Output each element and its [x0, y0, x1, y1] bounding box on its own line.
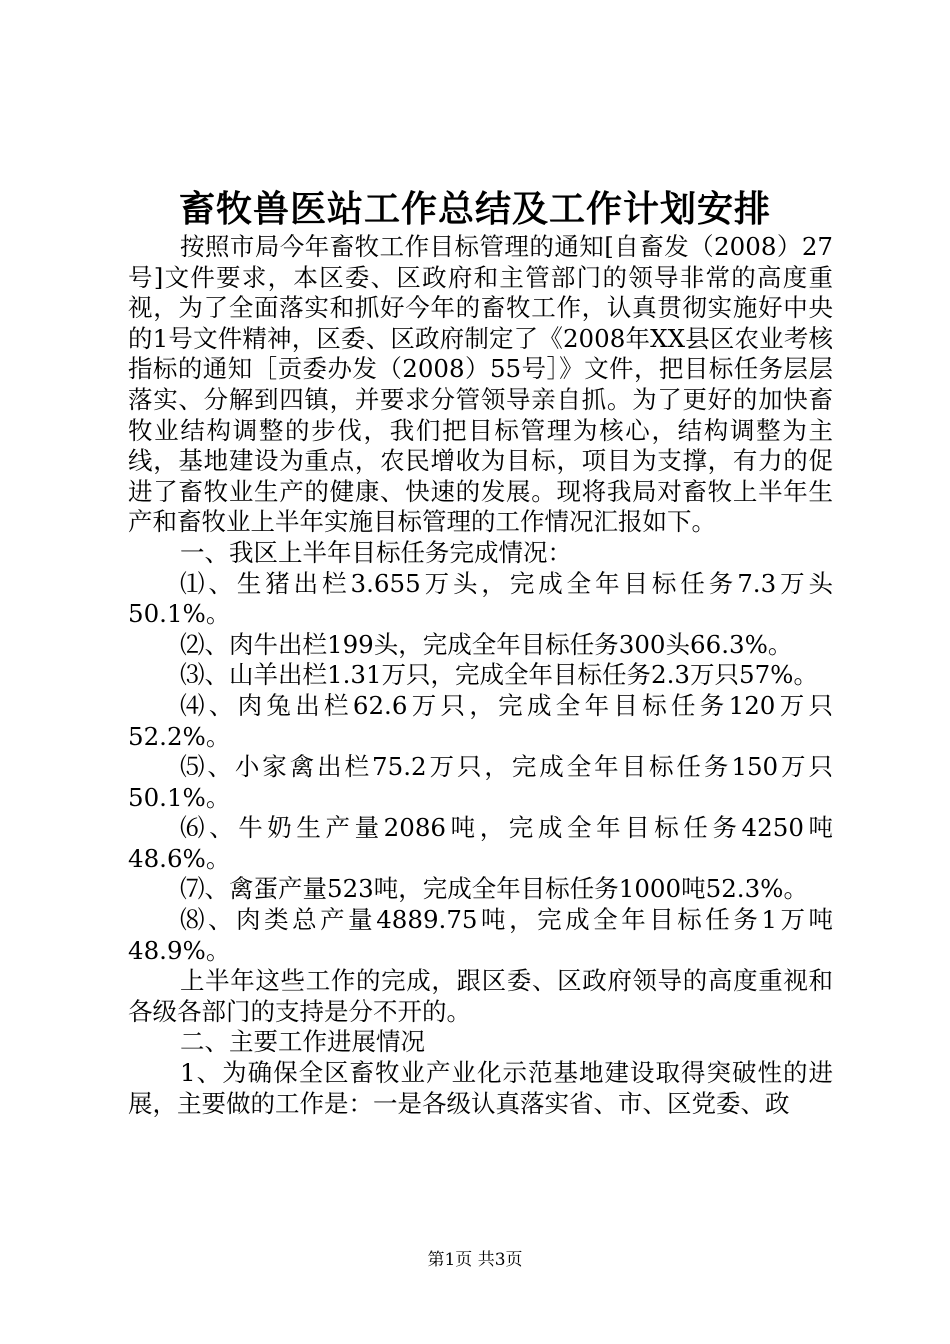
list-item: ⑷、肉兔出栏62.6万只，完成全年目标任务120万只52.2%。: [128, 690, 833, 751]
section-heading-2: 二、主要工作进展情况: [180, 1027, 425, 1057]
body-paragraph: 1、为确保全区畜牧业产业化示范基地建设取得突破性的进展，主要做的工作是：一是各级认真落实省、市、区党委、政: [128, 1058, 833, 1118]
list-item: ⑸、小家禽出栏75.2万只，完成全年目标任务150万只50.1%。: [128, 752, 833, 812]
document-title: 畜牧兽医站工作总结及工作计划安排: [178, 188, 771, 230]
intro-paragraph: 按照市局今年畜牧工作目标管理的通知[自畜发（2008）27号]文件要求，本区委、区政府和主管部门的领导非常的高度重视，为了全面落实和抓好今年的畜牧工作，认真贯彻实施好中央的1号文件精神，区委、区政府制定了《2008年XX县区农业考核指标的通知［贡委办发（2008）55号］》文件，把目标任务层层落实、分解到四镇，并要求分管领导亲自抓。为了更好的加快畜牧业结构调整的步伐，我们把目标管理为核心，结构调整为主线，基地建设为重点，农民增收为目标，项目为支撑，有力的促进了畜牧业生产的健康、快速的发展。现将我局对畜牧上半年生产和畜牧业上半年实施目标管理的工作情况汇报如下。: [128, 232, 833, 537]
list-item: ⑵、肉牛出栏199头，完成全年目标任务300头66.3%。: [180, 629, 793, 659]
summary-paragraph: 上半年这些工作的完成，跟区委、区政府领导的高度重视和各级各部门的支持是分不开的。: [128, 966, 833, 1026]
document-body: [128, 232, 833, 1119]
list-item: ⑻、肉类总产量4889.75吨，完成全年目标任务1万吨48.9%。: [128, 905, 833, 965]
list-item: ⑴、生猪出栏3.655万头，完成全年目标任务7.3万头50.1%。: [128, 568, 833, 629]
list-item: ⑹、牛奶生产量2086吨，完成全年目标任务4250吨48.6%。: [128, 813, 833, 873]
list-item: ⑺、禽蛋产量523吨，完成全年目标任务1000吨52.3%。: [180, 874, 808, 904]
list-item: ⑶、山羊出栏1.31万只，完成全年目标任务2.3万只57%。: [180, 660, 818, 690]
page-footer: 第1页 共3页: [427, 1250, 523, 1270]
section-heading-1: 一、我区上半年目标任务完成情况：: [180, 537, 572, 567]
